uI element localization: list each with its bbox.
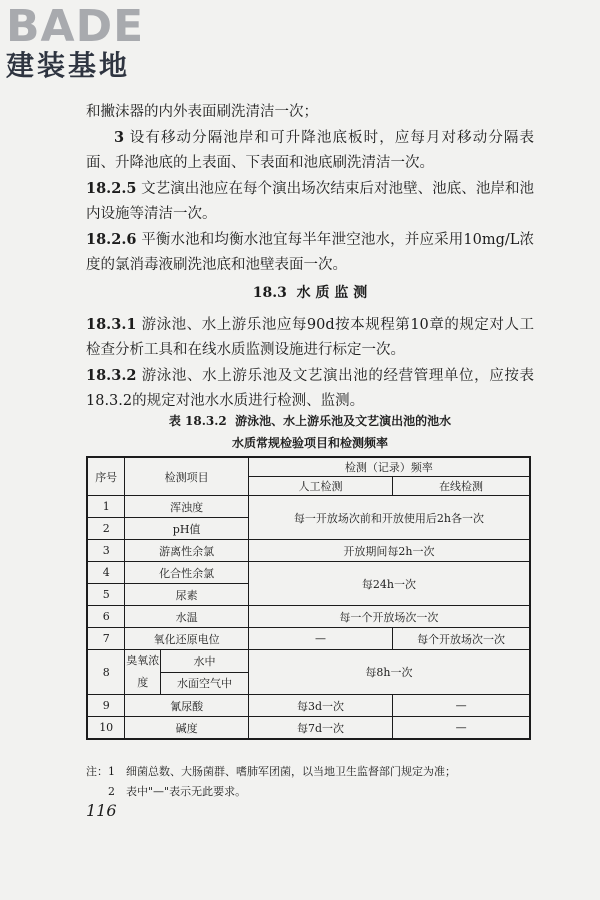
body-text-section (86, 312, 534, 414)
cell-seq: 1 (87, 496, 125, 518)
paragraph (86, 125, 534, 176)
paragraph-text: 和撇沫器的内外表面刷洗清洁一次； (86, 104, 318, 120)
cell-seq: 3 (87, 540, 125, 562)
paragraph-text: 设有移动分隔池岸和可升降池底板时，应每月对移动分隔表面、升降池底的上表面、下表面和池底刷洗清洁一次。 (86, 130, 535, 171)
cell-item: 尿素 (125, 584, 248, 606)
cell-item: pH值 (125, 518, 248, 540)
note-text: 2 表中"—"表示无此要求。 (108, 785, 247, 798)
section-title: 水 质 监 测 (296, 285, 368, 301)
section-number: 18.3 (252, 285, 287, 301)
cell-freq: 每一个开放场次一次 (248, 606, 530, 628)
table-row (87, 496, 530, 518)
cell-seq: 9 (87, 695, 125, 717)
table-number: 表 18.3.2 (168, 414, 227, 428)
cell-item: 水温 (125, 606, 248, 628)
cell-item: 浑浊度 (125, 496, 248, 518)
table-row (87, 562, 530, 584)
paragraph-text: 游泳池、水上游乐池及文艺演出池的经营管理单位，应按表18.3.2的规定对池水水质进行检测、监测。 (86, 368, 535, 409)
table-row (87, 650, 530, 673)
paragraph (86, 100, 534, 125)
header-online: 在线检测 (393, 477, 530, 496)
header-freq: 检测（记录）频率 (248, 457, 530, 477)
cell-manual: — (248, 628, 392, 650)
cell-online: 每个开放场次一次 (393, 628, 530, 650)
paragraph (86, 312, 534, 363)
table-row (87, 606, 530, 628)
water-quality-table (86, 456, 531, 740)
paragraph (86, 176, 534, 227)
paragraph (86, 227, 534, 278)
note-text: 1 细菌总数、大肠菌群、嗜肺军团菌，以当地卫生监督部门规定为准； (108, 765, 456, 778)
logo-subtitle: 建装基地 (6, 49, 131, 82)
clause-number: 18.3.1 (86, 316, 137, 333)
header-seq: 序号 (87, 457, 125, 496)
cell-subitem: 水面空气中 (161, 672, 249, 695)
table-row (87, 628, 530, 650)
paragraph-text: 文艺演出池应在每个演出场次结束后对池壁、池底、池岸和池内设施等清洁一次。 (86, 181, 535, 222)
table-row (87, 717, 530, 740)
cell-seq: 5 (87, 584, 125, 606)
clause-number: 18.2.6 (86, 231, 137, 248)
cell-item: 化合性余氯 (125, 562, 248, 584)
note-line (86, 782, 534, 802)
clause-number: 3 (114, 129, 125, 146)
table-title-line1: 游泳池、水上游乐池及文艺演出池的池水 (235, 414, 452, 428)
header-item: 检测项目 (125, 457, 248, 496)
cell-group: 臭氧浓度 (125, 650, 161, 695)
paragraph-text: 游泳池、水上游乐池应每90d按本规程第10章的规定对人工检查分析工具和在线水质监测设施进行标定一次。 (86, 317, 534, 358)
paragraph-text: 平衡水池和均衡水池宜每半年泄空池水，并应采用10mg/L浓度的氯消毒液刷洗池底和池壁表面一次。 (86, 232, 535, 273)
clause-number: 18.3.2 (86, 367, 137, 384)
cell-manual: 每7d一次 (248, 717, 392, 740)
cell-manual: 每3d一次 (248, 695, 392, 717)
cell-seq: 6 (87, 606, 125, 628)
cell-seq: 8 (87, 650, 125, 695)
brand-logo (6, 1, 186, 82)
logo-brand-text: BADE (6, 1, 145, 52)
cell-freq: 每8h一次 (248, 650, 530, 695)
table-row (87, 540, 530, 562)
cell-freq: 每一开放场次前和开放使用后2h各一次 (248, 496, 530, 540)
cell-seq: 4 (87, 562, 125, 584)
cell-online: — (393, 695, 530, 717)
note-line (86, 762, 534, 782)
table-caption-line2: 水质常规检验项目和检测频率 (231, 436, 388, 450)
clause-number: 18.2.5 (86, 180, 137, 197)
paragraph (86, 363, 534, 414)
cell-item: 碱度 (125, 717, 248, 740)
cell-seq: 10 (87, 717, 125, 740)
header-manual: 人工检测 (248, 477, 392, 496)
cell-freq: 开放期间每2h一次 (248, 540, 530, 562)
section-heading (86, 282, 534, 302)
table-caption (86, 410, 534, 454)
cell-online: — (393, 717, 530, 740)
body-text-top (86, 100, 534, 278)
cell-subitem: 水中 (161, 650, 249, 673)
notes-label: 注： (86, 765, 108, 778)
cell-item: 氧化还原电位 (125, 628, 248, 650)
page-number: 116 (86, 801, 117, 820)
cell-item: 氰尿酸 (125, 695, 248, 717)
cell-seq: 7 (87, 628, 125, 650)
cell-freq: 每24h一次 (248, 562, 530, 606)
table-row (87, 695, 530, 717)
table-caption-line1 (86, 410, 534, 432)
cell-seq: 2 (87, 518, 125, 540)
table-header-row (87, 457, 530, 477)
cell-item: 游离性余氯 (125, 540, 248, 562)
table-notes (86, 762, 534, 802)
